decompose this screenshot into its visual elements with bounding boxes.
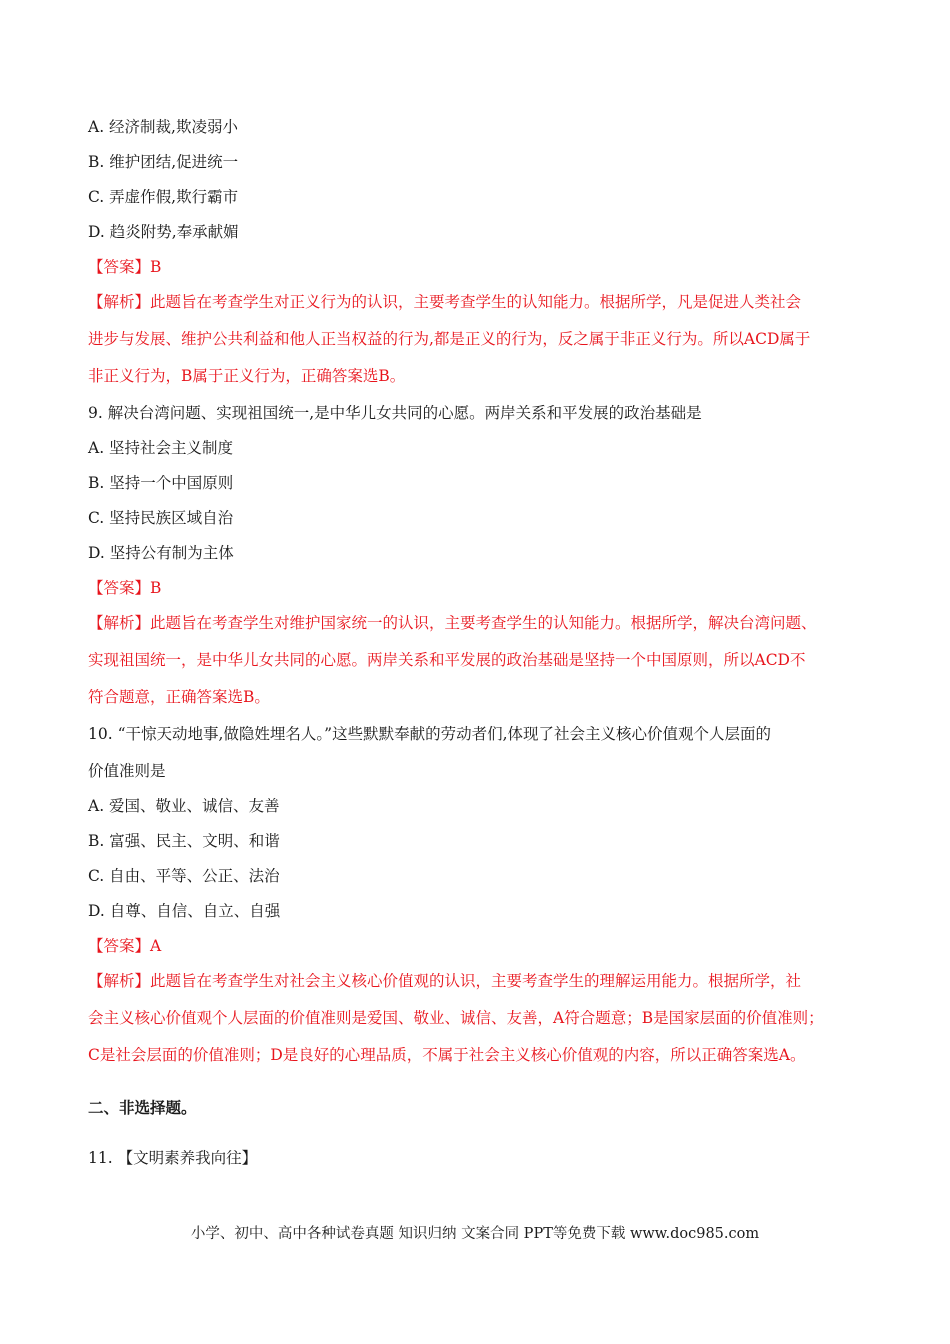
q9-option-d: D. 坚持公有制为主体 bbox=[88, 544, 234, 562]
q9-question: 9. 解决台湾问题、实现祖国统一,是中华儿女共同的心愿。两岸关系和平发展的政治基础是 bbox=[88, 404, 702, 422]
q8-option-c: C. 弄虚作假,欺行霸市 bbox=[88, 188, 239, 206]
q9-analysis-line-2: 实现祖国统一，是中华儿女共同的心愿。两岸关系和平发展的政治基础是坚持一个中国原则，所以ACD不 bbox=[88, 651, 806, 669]
page-footer: 小学、初中、高中各种试卷真题 知识归纳 文案合同 PPT等免费下载 www.doc985.com bbox=[190, 1226, 760, 1242]
q9-analysis-line-1: 【解析】此题旨在考查学生对维护国家统一的认识，主要考查学生的认知能力。根据所学，解决台湾问题、 bbox=[88, 614, 817, 632]
q8-analysis-line-3: 非正义行为，B属于正义行为，正确答案选B。 bbox=[88, 367, 406, 385]
q11-title: 11. 【文明素养我向往】 bbox=[88, 1149, 258, 1167]
q10-option-d: D. 自尊、自信、自立、自强 bbox=[88, 902, 281, 920]
q8-answer: 【答案】B bbox=[88, 258, 162, 276]
q9-answer: 【答案】B bbox=[88, 579, 162, 597]
q10-question-line-2: 价值准则是 bbox=[88, 762, 166, 780]
q10-option-c: C. 自由、平等、公正、法治 bbox=[88, 867, 280, 885]
q8-option-b: B. 维护团结,促进统一 bbox=[88, 153, 239, 171]
q8-analysis-line-2: 进步与发展、维护公共利益和他人正当权益的行为,都是正义的行为，反之属于非正义行为。所以ACD属于 bbox=[88, 330, 811, 348]
q10-analysis-line-3: C是社会层面的价值准则；D是良好的心理品质，不属于社会主义核心价值观的内容，所以正确答案选A。 bbox=[88, 1046, 806, 1064]
q8-option-a: A. 经济制裁,欺凌弱小 bbox=[88, 118, 238, 136]
q8-analysis-line-1: 【解析】此题旨在考查学生对正义行为的认识，主要考查学生的认知能力。根据所学，凡是促进人类社会 bbox=[88, 293, 802, 311]
section-heading: 二、非选择题。 bbox=[88, 1098, 197, 1117]
q10-question-line-1: 10. “干惊天动地事,做隐姓埋名人。”这些默默奉献的劳动者们,体现了社会主义核心价值观个人层面的 bbox=[88, 725, 772, 743]
q9-option-a: A. 坚持社会主义制度 bbox=[88, 439, 234, 457]
q10-option-a: A. 爱国、敬业、诚信、友善 bbox=[88, 797, 280, 815]
q10-analysis-line-1: 【解析】此题旨在考查学生对社会主义核心价值观的认识，主要考查学生的理解运用能力。根据所学，社 bbox=[88, 972, 802, 990]
q10-analysis-line-2: 会主义核心价值观个人层面的价值准则是爱国、敬业、诚信、友善，A符合题意；B是国家层面的价值准则； bbox=[88, 1009, 824, 1027]
q10-answer: 【答案】A bbox=[88, 937, 162, 955]
q9-analysis-line-3: 符合题意，正确答案选B。 bbox=[88, 688, 270, 706]
q8-option-d: D. 趋炎附势,奉承献媚 bbox=[88, 223, 239, 241]
q10-option-b: B. 富强、民主、文明、和谐 bbox=[88, 832, 280, 850]
q9-option-b: B. 坚持一个中国原则 bbox=[88, 474, 234, 492]
q9-option-c: C. 坚持民族区域自治 bbox=[88, 509, 234, 527]
